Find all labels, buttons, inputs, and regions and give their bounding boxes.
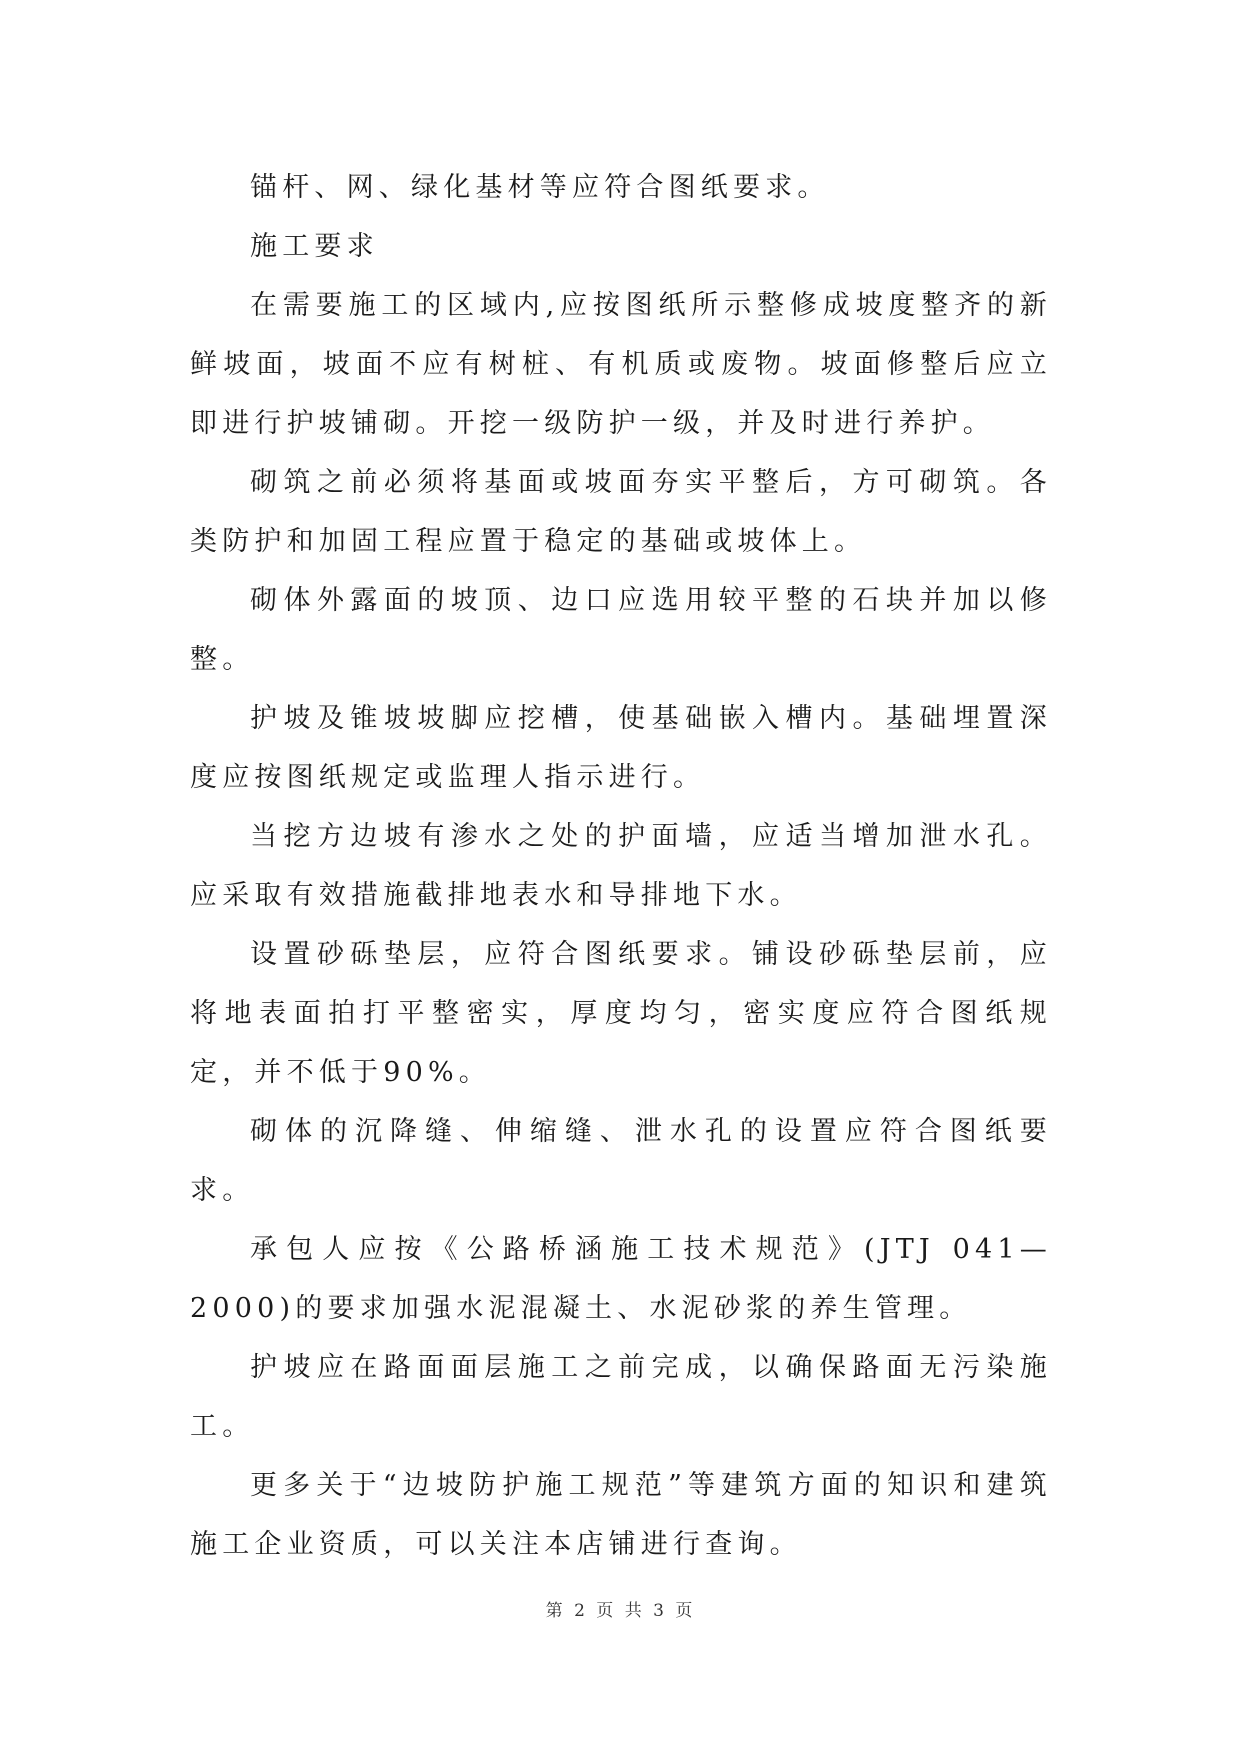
paragraph-schedule: 护坡应在路面面层施工之前完成，以确保路面无污染施工。: [190, 1352, 1052, 1442]
paragraph-gravel-cushion: 设置砂砾垫层，应符合图纸要求。铺设砂砾垫层前，应将地表面拍打平整密实，厚度均匀，密实度应符合图纸规定，并不低于90%。: [190, 939, 1052, 1088]
document-body: [190, 158, 1052, 1574]
paragraph-exposed-surface: 砌体外露面的坡顶、边口应选用较平整的石块并加以修整。: [190, 585, 1052, 675]
section-heading-construction-requirements: 施工要求: [250, 231, 379, 262]
paragraph-joints: 砌体的沉降缝、伸缩缝、泄水孔的设置应符合图纸要求。: [190, 1116, 1052, 1206]
paragraph-drainage: 当挖方边坡有渗水之处的护面墙，应适当增加泄水孔。应采取有效措施截排地表水和导排地下水。: [190, 821, 1052, 911]
paragraph-materials: 锚杆、网、绿化基材等应符合图纸要求。: [250, 172, 830, 203]
paragraph-slope-toe: 护坡及锥坡坡脚应挖槽，使基础嵌入槽内。基础埋置深度应按图纸规定或监理人指示进行。: [190, 703, 1052, 793]
page-number-footer: 第 2 页 共 3 页: [545, 1601, 696, 1621]
paragraph-more-info: 更多关于“边坡防护施工规范”等建筑方面的知识和建筑施工企业资质，可以关注本店铺进行查询。: [190, 1470, 1052, 1560]
paragraph-masonry-foundation: 砌筑之前必须将基面或坡面夯实平整后，方可砌筑。各类防护和加固工程应置于稳定的基础或坡体上。: [190, 467, 1052, 557]
paragraph-curing: 承包人应按《公路桥涵施工技术规范》(JTJ 041—2000)的要求加强水泥混凝土、水泥砂浆的养生管理。: [190, 1234, 1052, 1324]
paragraph-slope-trimming: 在需要施工的区域内,应按图纸所示整修成坡度整齐的新鲜坡面，坡面不应有树桩、有机质或废物。坡面修整后应立即进行护坡铺砌。开挖一级防护一级，并及时进行养护。: [190, 290, 1052, 439]
